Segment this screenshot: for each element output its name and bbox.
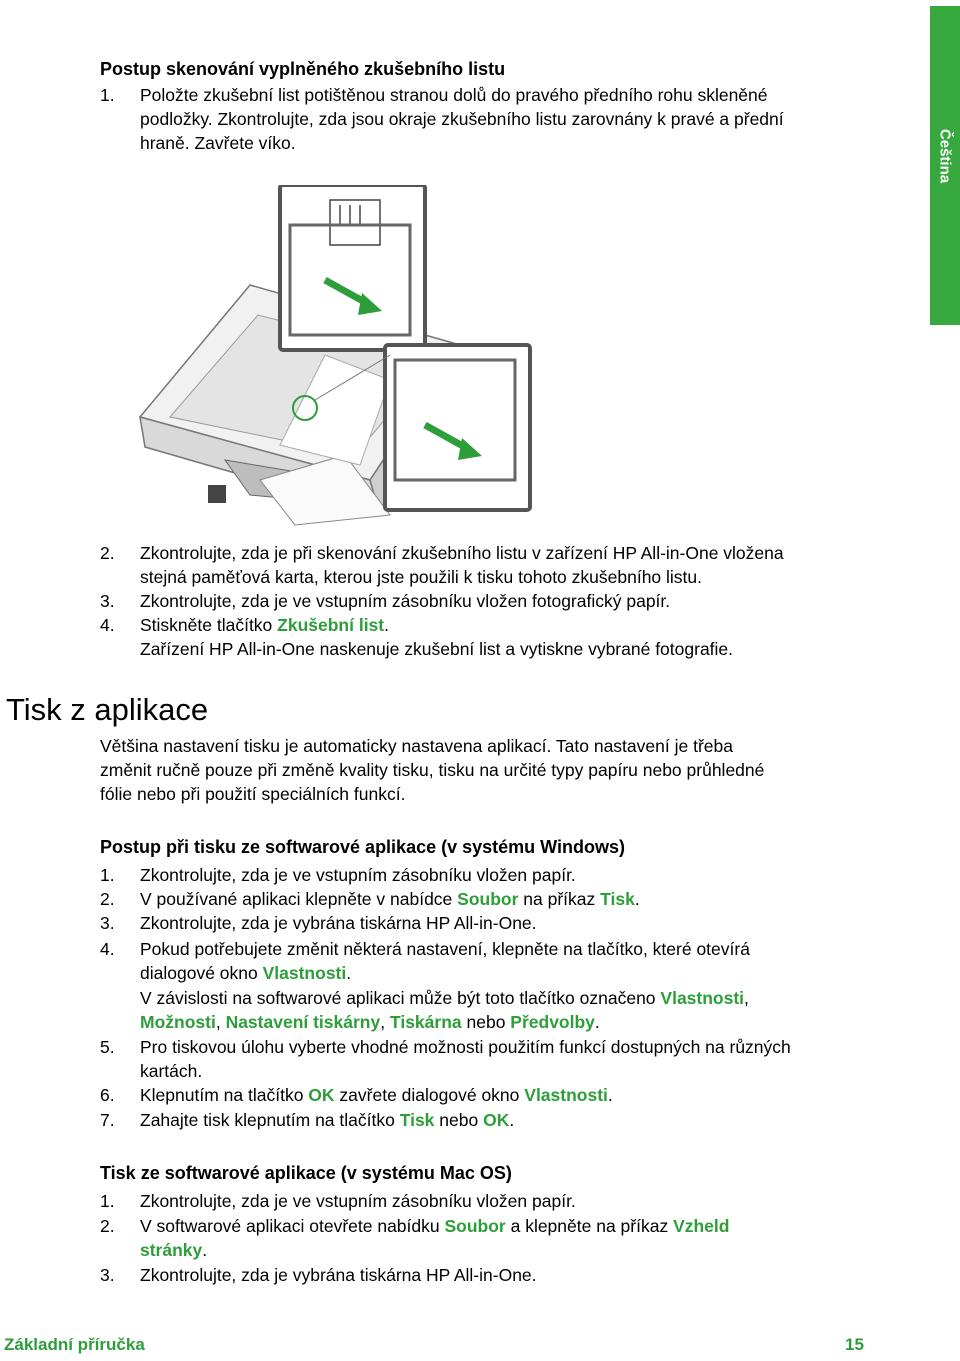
step1-line3: hraně. Zavřete víko.: [140, 133, 296, 153]
footer-title: Základní příručka: [4, 1335, 145, 1354]
step-number: 2.: [100, 543, 115, 563]
callout-bottom: [385, 345, 530, 510]
step4-line1: Stiskněte tlačítko Zkušební list.: [140, 615, 389, 635]
win-step6: Klepnutím na tlačítko OK zavřete dialogové okno Vlastnosti.: [140, 1085, 613, 1105]
windows-heading: Postup při tisku ze softwarové aplikace (v systému Windows): [100, 837, 625, 857]
language-tab: [930, 6, 960, 325]
win-step3: Zkontrolujte, zda je vybrána tiskárna HP All-in-One.: [140, 913, 537, 933]
intro-line2: změnit ručně pouze při změně kvality tisku, tisku na určité typy papíru nebo průhledné: [100, 760, 765, 780]
win-step4-line1: Pokud potřebujete změnit některá nastavení, klepněte na tlačítko, které otevírá: [140, 939, 750, 959]
callout-top: [280, 185, 425, 350]
win-step4-line2: dialogové okno Vlastnosti.: [140, 963, 352, 983]
step-number: 4.: [100, 615, 115, 635]
win-step5-line2: kartách.: [140, 1061, 203, 1081]
win-step4-line3: V závislosti na softwarové aplikaci může být toto tlačítko označeno Vlastnosti,: [140, 988, 749, 1008]
step-number: 5.: [100, 1037, 115, 1057]
mac-heading: Tisk ze softwarové aplikace (v systému Mac OS): [100, 1163, 512, 1183]
step-number: 4.: [100, 939, 115, 959]
win-step1: Zkontrolujte, zda je ve vstupním zásobníku vložen papír.: [140, 865, 576, 885]
step-number: 6.: [100, 1085, 115, 1105]
step-number: 1.: [100, 865, 115, 885]
scanner-illustration: [130, 185, 550, 530]
page-number: 15: [845, 1335, 864, 1354]
step1-line2: podložky. Zkontrolujte, zda jsou okraje zkušebního listu zarovnány k pravé a přední: [140, 109, 784, 129]
step-number: 2.: [100, 1216, 115, 1236]
step-number: 3.: [100, 1265, 115, 1285]
step-number: 1.: [100, 85, 115, 105]
proof-sheet-button-ref: Zkušební list: [277, 615, 385, 635]
win-step5-line1: Pro tiskovou úlohu vyberte vhodné možnosti použitím funkcí dostupných na různých: [140, 1037, 791, 1057]
step-number: 3.: [100, 913, 115, 933]
win-step7: Zahajte tisk klepnutím na tlačítko Tisk nebo OK.: [140, 1110, 515, 1130]
language-tab-label: Čeština: [936, 128, 954, 184]
step4-line2: Zařízení HP All-in-One naskenuje zkušební list a vytiskne vybrané fotografie.: [140, 639, 734, 659]
intro-line1: Většina nastavení tisku je automaticky nastavena aplikací. Tato nastavení je třeba: [100, 736, 733, 756]
step-number: 3.: [100, 591, 115, 611]
step2-line1: Zkontrolujte, zda je při skenování zkušebního listu v zařízení HP All-in-One vložena: [140, 543, 784, 563]
intro-line3: fólie nebo při použití speciálních funkcí.: [100, 784, 406, 804]
mac-step1: Zkontrolujte, zda je ve vstupním zásobníku vložen papír.: [140, 1191, 576, 1211]
step-number: 1.: [100, 1191, 115, 1211]
scan-proof-heading: Postup skenování vyplněného zkušebního listu: [100, 59, 506, 79]
win-step2: V používané aplikaci klepněte v nabídce Soubor na příkaz Tisk.: [140, 889, 640, 909]
section-title: Tisk z aplikace: [6, 692, 209, 727]
mac-step2-line1: V softwarové aplikaci otevřete nabídku Soubor a klepněte na příkaz Vzheld: [140, 1216, 730, 1236]
mac-step3: Zkontrolujte, zda je vybrána tiskárna HP All-in-One.: [140, 1265, 537, 1285]
step-number: 2.: [100, 889, 115, 909]
step1-line1: Položte zkušební list potištěnou stranou dolů do pravého předního rohu skleněné: [140, 85, 768, 105]
mac-step2-line2: stránky.: [140, 1240, 208, 1260]
step2-line2: stejná paměťová karta, kterou jste použili k tisku tohoto zkušebního listu.: [140, 567, 702, 587]
win-step4-line4: Možnosti, Nastavení tiskárny, Tiskárna nebo Předvolby.: [140, 1012, 600, 1032]
step3-text: Zkontrolujte, zda je ve vstupním zásobníku vložen fotografický papír.: [140, 591, 671, 611]
step-number: 7.: [100, 1110, 115, 1130]
